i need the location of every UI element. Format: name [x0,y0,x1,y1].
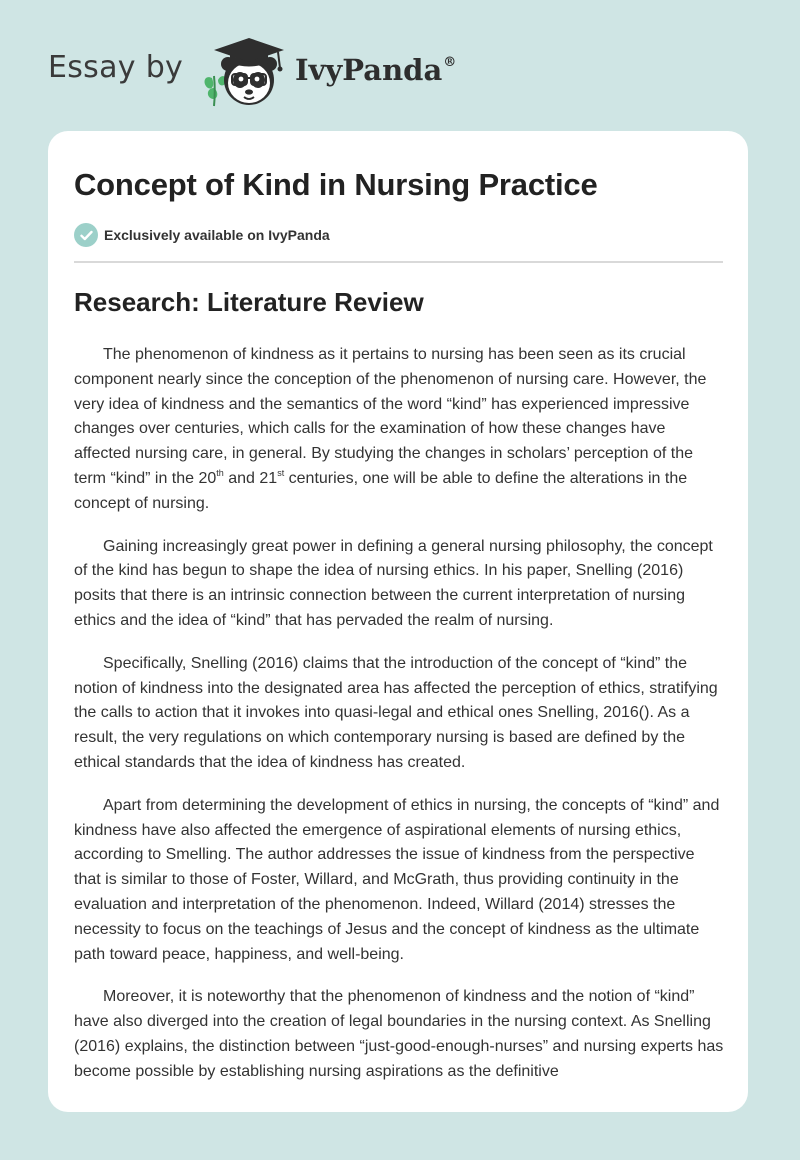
article-body [74,343,724,1085]
section-heading: Research: Literature Review [74,287,424,317]
paragraph-2: Gaining increasingly great power in defining a general nursing philosophy, the concept of the kind has begun to shape the idea of nursing ethics. In his paper, Snelling (2016) posits that there is an intrinsic connection between the current interpretation of nursing ethics and the idea of “kind” that has pervaded the realm of nursing. [74,537,713,629]
check-icon [74,223,98,247]
paragraph-4: Apart from determining the development of ethics in nursing, the concepts of “kind” and kindness have also affected the emergence of aspirational elements of nursing ethics, according to Smelling. The author addresses the issue of kindness from the perspective that is similar to those of Foster, Willard, and McGrath, thus providing continuity in the evaluation and interpretation of the phenomenon. Indeed, Willard (2014) stresses the necessity to focus on the teachings of Jesus and the concept of kindness as the ultimate path toward peace, happiness, and well-being. [74,796,720,963]
registered-mark: ® [443,55,457,70]
superscript-st: st [277,467,285,478]
paragraph-3: Specifically, Snelling (2016) claims that the introduction of the concept of “kind” the notion of kindness into the designated area has affected the perception of ethics, stratifying the calls to action that it invokes into quasi-legal and ethical ones Snelling, 2016(). As a result, the very regulations on which contemporary nursing is based are defined by the ethical standards that the idea of kindness has created. [74,654,718,771]
superscript-th: th [216,467,224,478]
page-title: Concept of Kind in Nursing Practice [74,167,598,202]
divider [74,261,723,263]
exclusive-label: Exclusively available on IvyPanda [104,227,330,243]
essay-card [48,131,748,1112]
leaf-icon [205,76,227,106]
panda-graduate-icon[interactable] [198,34,294,110]
brand-name[interactable]: IvyPanda® [295,53,457,87]
paragraph-5: Moreover, it is noteworthy that the phenomenon of kindness and the notion of “kind” have also diverged into the creation of legal boundaries in the nursing context. As Snelling (2016) explains, the distinction between “just-good-enough-nurses” and nursing experts has become possible by establishing nursing aspirations as the definitive [74,988,724,1080]
exclusive-badge [74,223,330,247]
paragraph-1: The phenomenon of kindness as it pertains to nursing has been seen as its crucial component nearly since the conception of the phenomenon of nursing care. However, the very idea of kindness and the semantics of the word “kind” has experienced impressive changes over centuries, which calls for the examination of how these changes have affected nursing care, in general. By studying the changes in scholars’ perception of the term “kind” in the 20th and 21st centuries, one will be able to define the alterations in the concept of nursing. [74,346,707,512]
essay-by-label: Essay by [48,50,184,85]
site-header [0,0,800,130]
